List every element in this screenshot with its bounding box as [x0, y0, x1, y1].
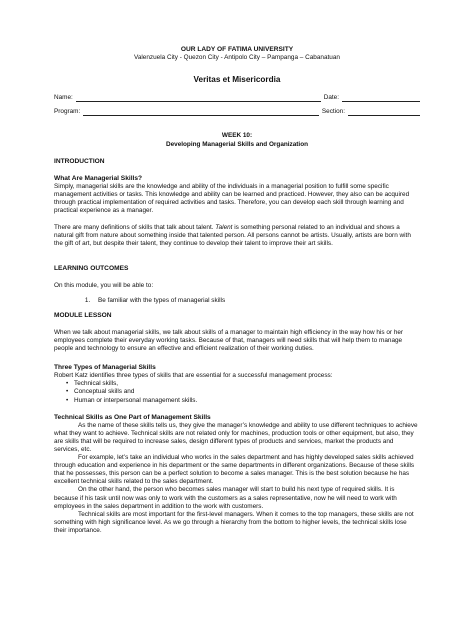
learning-outcome-item: 1. Be familiar with the types of managerial skills	[92, 297, 420, 305]
program-label: Program:	[54, 108, 81, 116]
name-field[interactable]	[76, 95, 321, 102]
section-label: Section:	[321, 108, 345, 116]
three-types-intro: Robert Katz identifies three types of skills that are essential for a successful management process:	[54, 372, 333, 380]
name-date-row	[54, 94, 420, 102]
list-item: • Human or interpersonal management skills.	[74, 397, 420, 405]
date-label: Date:	[323, 94, 339, 102]
module-lesson-heading: MODULE LESSON	[54, 311, 112, 319]
date-field[interactable]	[342, 95, 420, 102]
module-lesson-paragraph: When we talk about managerial skills, we talk about skills of a manager to maintain high efficiency in the way how his or her employees complete their everyday working tasks. Because of that, managers will need skills that will help them to manage people and technology to ensure an effective and efficient realization of their working duties.	[54, 328, 404, 353]
technical-skills-heading: Technical Skills as One Part of Management Skills	[54, 413, 211, 421]
program-section-row	[54, 108, 420, 116]
learning-outcomes-list	[54, 297, 420, 305]
technical-paragraph-4: Technical skills are most important for the first-level managers. When it comes to the top managers, these skills are not something with high significance level. As we go through a hierarchy from the bottom to higher levels, the technical skills lose their importance.	[54, 510, 414, 534]
learning-outcomes-intro: On this module, you will be able to:	[54, 281, 154, 289]
introduction-paragraph-1: Simply, managerial skills are the knowledge and ability of the individuals in a managerial position to fulfill some specific management activities or tasks. This knowledge and ability can be learned and practiced. However, they also can be acquired through practical implementation of required activities and tasks. Therefore, you can develop each skill through learning and practical experience as a manager.	[54, 182, 410, 215]
list-item: • Conceptual skills and	[74, 388, 420, 396]
university-address: Valenzuela City - Quezon City - Antipolo City – Pampanga – Cabanatuan	[134, 54, 340, 62]
program-field[interactable]	[83, 109, 319, 116]
learning-outcomes-heading: LEARNING OUTCOMES	[54, 264, 129, 272]
university-name: OUR LADY OF FATIMA UNIVERSITY	[180, 46, 294, 53]
technical-paragraph-2: For example, let’s take an individual who works in the sales department and has highly developed sales skills achieved through education and experience in his department or the same departments in different organizations. Because of these skills that he possesses, this person can be a perfect solution to become a sales manager. This is the best solution because he has excellent technical skills related to the sales department.	[54, 454, 415, 486]
three-types-list	[54, 380, 420, 404]
introduction-heading: INTRODUCTION	[54, 157, 105, 165]
university-motto: Veritas et Misericordia	[193, 75, 281, 85]
lesson-title: Developing Managerial Skills and Organization	[165, 140, 309, 148]
list-item: • Technical skills,	[74, 380, 420, 388]
technical-paragraph-3: On the other hand, the person who becomes sales manager will start to build his next type of required skills. It is because if his task until now was only to work with the customers as a sales representative, now he will need to work with employees in the sales department in addition to the work with customers.	[54, 486, 397, 510]
name-label: Name:	[54, 94, 73, 102]
talent-emphasis: Talent	[215, 224, 233, 232]
three-types-heading: Three Types of Managerial Skills	[54, 364, 156, 372]
what-are-managerial-skills-heading: What Are Managerial Skills?	[54, 174, 143, 182]
introduction-paragraph-2: There are many definitions of skills that talk about talent. Talent is something personal related to an individual and shows a natural gift from nature about something inside that talented person. All persons cannot be artists. Usually, artists are born with the gift of art, but despite their talent, they continue to develop their talent to improve their art skills.	[54, 224, 411, 248]
technical-paragraph-1: As the name of these skills tells us, they give the manager’s knowledge and ability to use different techniques to achieve what they want to achieve. Technical skills are not related only for machines, production tools or other equipment, but also, they are skills that will be required to increase sales, design different types of products and services, market the products and services, etc.	[54, 421, 418, 453]
week-heading: WEEK 10:	[221, 132, 253, 140]
section-field[interactable]	[348, 109, 420, 116]
